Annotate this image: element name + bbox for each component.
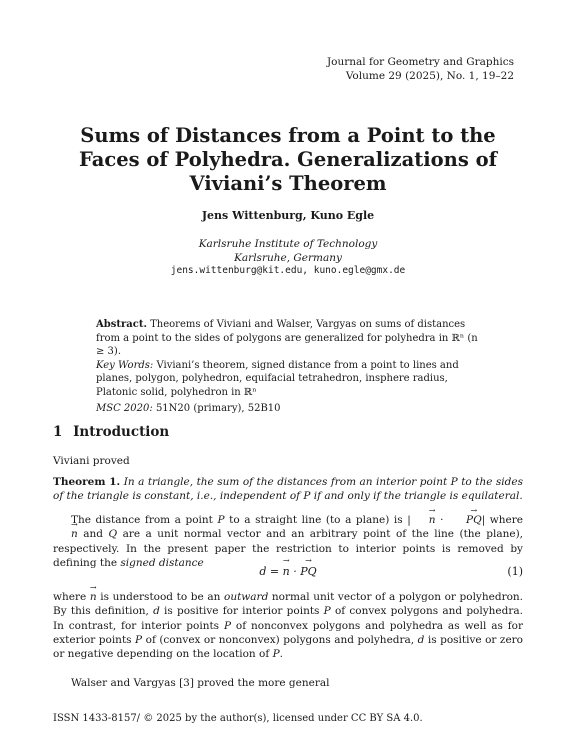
- equation-number: (1): [507, 565, 523, 578]
- theorem-1: [53, 475, 523, 504]
- keywords-paragraph: [96, 359, 488, 400]
- vector-pq: → PQ: [300, 565, 316, 578]
- abstract-paragraph: [96, 318, 488, 359]
- theorem-text: In a triangle, the sum of the distances from an interior point P to the sides of the triangle is constant, i.e., independent of P if and only if the triangle is equilateral.: [53, 476, 523, 503]
- math-q: Q: [108, 528, 118, 541]
- after-text-2: is understood to be an: [100, 591, 221, 603]
- section-title: Introduction: [73, 424, 170, 440]
- theorem-paragraph: [53, 475, 523, 504]
- math-p: P: [272, 648, 280, 661]
- keywords-text: Viviani’s theorem, signed distance from a point to lines and planes, polygon, polyhedron, equifacial tetrahedron, insphere radius, Platonic solid, polyhedron in ℝⁿ: [96, 359, 459, 398]
- math-p: P: [135, 633, 143, 646]
- affiliation-institute: Karlsruhe Institute of Technology: [198, 238, 378, 250]
- math-p: P: [217, 514, 225, 526]
- after-text-1: where: [53, 591, 87, 603]
- equation-formula: d = → n · → PQ: [53, 565, 523, 578]
- affiliation: [0, 237, 576, 265]
- keywords-label: Key Words:: [96, 359, 154, 371]
- vector-n: → n: [411, 513, 436, 527]
- msc-text: 51N20 (primary), 52B10: [155, 403, 281, 414]
- after-equation-paragraph: where → n is understood to be an outward normal unit vector of a polygon or polyhedron. By this definition, d is positive for interior points P of convex polygons and polyhedra. In contrast, for interior points P of nonconvex polygons and polyhedra as well as for exterior points P of (convex or nonconvex) polygons and polyhedra, d is positive or zero or negative depending on the location of P.: [53, 590, 523, 661]
- msc-label: MSC 2020:: [96, 403, 153, 414]
- distance-paragraph: The distance from a point P to a straight line (to a plane) is |→ n · → PQ| where → n and Q are a unit normal vector and an arbitrary point of the line (the plane), respectively. In the present paper the restriction to interior points is removed by defining the signed distance: [53, 513, 523, 570]
- math-p: P: [223, 619, 232, 632]
- signed-distance-term: signed distance: [120, 556, 204, 569]
- section-number: 1: [53, 424, 63, 440]
- equation-1: [53, 565, 523, 581]
- distance-text-2: to a straight line (to a plane) is |: [229, 514, 411, 526]
- after-text-3: normal unit vector of a polygon or polyhedron. By this definition,: [53, 591, 524, 618]
- paragraph-after-equation: [53, 590, 523, 661]
- vector-pq: → PQ: [448, 513, 482, 527]
- paper-title: Sums of Distances from a Point to the Faces of Polyhedra. Generalizations of Viviani’s Theorem: [78, 124, 498, 195]
- footer-license: ISSN 1433-8157/ © 2025 by the author(s), licensed under CC BY SA 4.0.: [53, 713, 423, 724]
- paragraph-walser: [53, 676, 523, 690]
- abstract-text: Theorems of Viviani and Walser, Vargyas on sums of distances from a point to the sides of polygons are generalized for polyhedra in ℝⁿ (n ≥ 3).: [96, 319, 478, 357]
- after-text-6: of nonconvex polygons and polyhedra as well as for exterior points: [53, 619, 523, 646]
- math-d: d: [153, 605, 160, 618]
- math-d: d: [417, 633, 425, 646]
- after-text-8: is positive or zero or negative depending on the location of: [53, 633, 524, 661]
- distance-text-3: | where: [481, 514, 523, 526]
- paragraph-viviani: [53, 454, 523, 468]
- after-text-7: of (convex or nonconvex) polygons and polyhedra,: [145, 633, 415, 646]
- journal-name: Journal for Geometry and Graphics: [326, 56, 514, 68]
- authors: Jens Wittenburg, Kuno Egle: [201, 209, 375, 222]
- viviani-proved-text: Viviani proved: [53, 455, 130, 467]
- section-heading: [53, 424, 169, 440]
- walser-text: Walser and Vargyas [3] proved the more general: [71, 677, 330, 689]
- theorem-label: Theorem 1.: [53, 476, 121, 488]
- distance-text-1: The distance from a point: [71, 514, 213, 526]
- journal-header: [327, 55, 514, 83]
- vector-n: → n: [53, 527, 78, 541]
- vector-n: → n: [90, 590, 97, 604]
- vector-n: → n: [283, 565, 290, 578]
- math-p: P: [323, 605, 331, 618]
- after-text-5: of convex polygons and polyhedra. In contrast, for interior points: [53, 605, 523, 632]
- after-text-4: is positive for interior points: [164, 605, 320, 618]
- outward-term: outward: [224, 591, 269, 603]
- math-d: d: [259, 565, 267, 578]
- affiliation-location: Karlsruhe, Germany: [234, 252, 342, 264]
- distance-text-5: are a unit normal vector and an arbitrary point of the line (the plane), respectively. In the present paper the restriction to interior points is removed by defining the: [53, 528, 523, 569]
- msc-paragraph: [96, 402, 488, 416]
- abstract-label: Abstract.: [96, 319, 147, 330]
- journal-volume: Volume 29 (2025), No. 1, 19–22: [345, 70, 514, 82]
- abstract-block: [96, 318, 488, 416]
- author-emails: jens.wittenburg@kit.edu, kuno.egle@gmx.de: [170, 265, 406, 276]
- distance-text-4: and: [83, 528, 103, 541]
